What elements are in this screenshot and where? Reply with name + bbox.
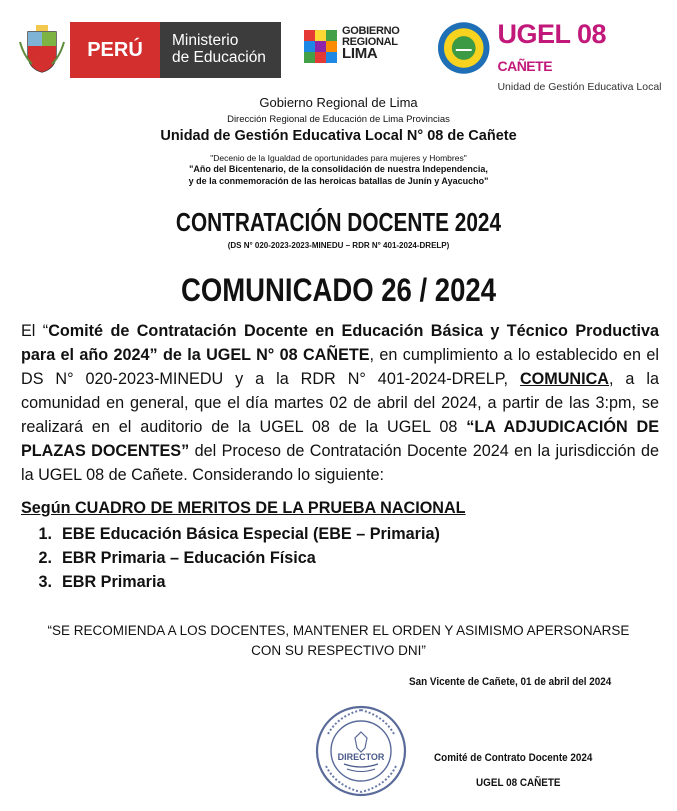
- gobierno-line2: REGIONAL: [342, 36, 398, 48]
- peru-coat-of-arms-icon: [14, 22, 70, 78]
- ugel-subtitle: Unidad de Gestión Educativa Local: [497, 81, 662, 93]
- list-item: 2. EBR Primaria – Educación Física: [38, 549, 316, 567]
- comunicado-title: COMUNICADO 26 / 2024: [180, 272, 497, 308]
- ministerio-line2: de Educación: [172, 49, 266, 66]
- gobierno-line3: LIMA: [342, 45, 378, 62]
- ministerio-line1: Ministerio: [172, 32, 239, 49]
- direccion-regional-heading: Dirección Regional de Educación de Lima Provincias: [227, 114, 450, 125]
- list-item: 3. EBR Primaria: [38, 573, 166, 591]
- ugel-title: UGEL 08 CAÑETE: [497, 19, 607, 74]
- comite-name: Comité de Contratación Docente en Educación Básica y Técnico Productiva para el año 2024” de la UGEL N° 08 CAÑETE: [21, 322, 659, 364]
- list-title: Según CUADRO DE MERITOS DE LA PRUEBA NACIONAL: [21, 499, 466, 517]
- document-date: San Vicente de Cañete, 01 de abril del 2024: [409, 676, 612, 688]
- adjudicacion-keyword: “LA ADJUDICACIÓN DE PLAZAS DOCENTES”: [21, 418, 659, 460]
- peru-label: PERÚ: [70, 22, 160, 78]
- official-seal: [314, 704, 408, 798]
- ugel-emblem-icon: [436, 20, 491, 76]
- comunica-keyword: COMUNICA: [519, 370, 609, 388]
- ministerio-label: [160, 22, 281, 78]
- comunicado-body: El “Comité de Contratación Docente en Educación Básica y Técnico Productiva para el año 2024” de la UGEL N° 08 CAÑETE, en cumplimiento a lo establecido en el DS N° 020-2023-MINEDU y a la RDR N° 401-2024-DRELP, COMUNICA, a la comunidad en general, que el día martes 02 de abril del 2024, a partir de las 3:pm, se realizará en el auditorio de la UGEL 08 de la UGEL 08 “LA ADJUDICACIÓN DE PLAZAS DOCENTES” del Proceso de Contratación Docente 2024 en la jurisdicción de la UGEL 08 de Cañete. Considerando lo siguiente:: [21, 322, 659, 484]
- gobierno-line1: GOBIERNO: [342, 25, 400, 37]
- seal-center-text: DIRECTOR: [337, 752, 385, 762]
- anio-text-line1: "Año del Bicentenario, de la consolidación de nuestra Independencia,: [189, 164, 488, 174]
- unidad-heading: Unidad de Gestión Educativa Local N° 08 de Cañete: [160, 128, 517, 144]
- gobierno-regional-text: [338, 26, 400, 72]
- signature-line1: Comité de Contrato Docente 2024: [434, 752, 593, 764]
- gobierno-regional-logo: [304, 26, 404, 72]
- gobierno-regional-heading: Gobierno Regional de Lima: [259, 95, 418, 110]
- gobierno-regional-emblem-icon: [304, 26, 338, 70]
- list-item: 1. EBE Educación Básica Especial (EBE – Primaria): [38, 525, 440, 543]
- ugel-logo: [436, 19, 666, 93]
- ugel-text: [491, 19, 666, 93]
- ministerio-educacion-logo: [14, 22, 281, 78]
- signature-line2: UGEL 08 CAÑETE: [476, 777, 561, 789]
- decenio-text: "Decenio de la Igualdad de oportunidades para mujeres y Hombres": [210, 153, 467, 163]
- recommendation-line2: CON SU RESPECTIVO DNI”: [251, 643, 426, 658]
- anio-text-line2: y de la conmemoración de las heroicas batallas de Junín y Ayacucho": [188, 176, 489, 186]
- document-title: CONTRATACIÓN DOCENTE 2024: [175, 207, 502, 237]
- recommendation-line1: “SE RECOMIENDA A LOS DOCENTES, MANTENER EL ORDEN Y ASIMISMO APERSONARSE: [47, 623, 630, 638]
- document-reference: (DS N° 020-2023-2023-MINEDU – RDR N° 401-2024-DRELP): [227, 241, 450, 250]
